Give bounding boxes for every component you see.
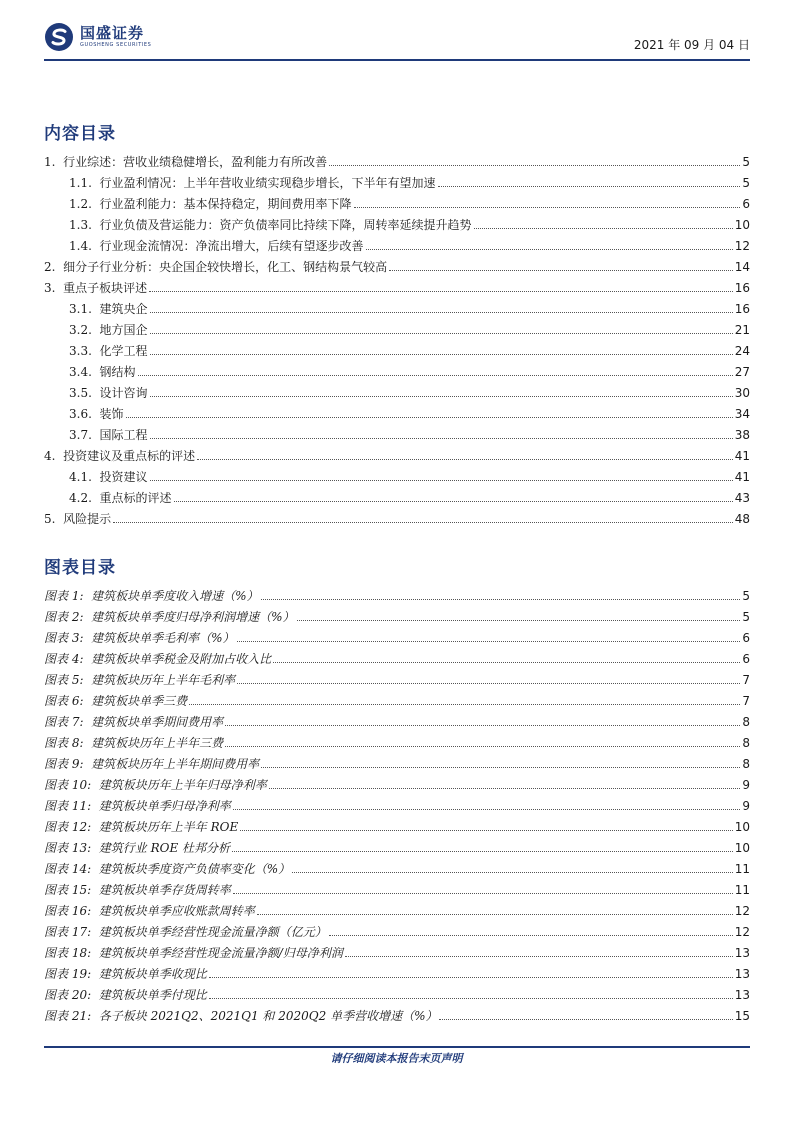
figure-entry[interactable] [44,813,750,834]
dot-leader [126,416,733,418]
logo-name-cn: 国盛证券 [80,24,145,42]
entry-page-number: 41 [734,470,750,484]
figure-entry[interactable] [44,603,750,624]
entry-page-number: 5 [742,176,750,190]
dot-leader [138,374,733,376]
footer-divider [44,1046,750,1048]
entry-page-number: 11 [734,883,750,897]
entry-page-number: 43 [734,491,750,505]
entry-page-number: 7 [742,694,750,708]
dot-leader [273,661,740,663]
dot-leader [233,892,733,894]
dot-leader [197,458,733,460]
entry-page-number: 12 [734,904,750,918]
entry-title: 各子板块 2021Q2、2021Q1 和 2020Q2 单季营收增速（%） [98,1009,438,1023]
dot-leader [269,787,741,789]
dot-leader [233,808,741,810]
entry-number: 3.3. [69,344,92,358]
entry-number: 图表 14: [44,862,92,876]
entry-page-number: 6 [742,197,750,211]
disclaimer-footer: 请仔细阅读本报告末页声明 [330,1052,463,1065]
dot-leader [150,479,733,481]
toc-entry[interactable] [44,484,750,505]
dot-leader [150,395,733,397]
figure-entry[interactable] [44,792,750,813]
entry-page-number: 16 [734,302,750,316]
figure-entry[interactable] [44,1002,750,1023]
entry-page-number: 13 [734,946,750,960]
figure-entry[interactable] [44,750,750,771]
entry-page-number: 9 [742,778,750,792]
dot-leader [150,311,733,313]
figure-entry[interactable] [44,960,750,981]
entry-page-number: 15 [734,1009,750,1023]
entry-page-number: 38 [734,428,750,442]
dot-leader [189,703,740,705]
entry-title: 建筑板块单季付现比 [98,988,207,1002]
entry-number: 图表 6: [44,694,84,708]
figure-entry[interactable] [44,708,750,729]
toc-entry[interactable] [44,421,750,442]
toc-list [44,148,750,526]
entry-title: 行业盈利能力：基本保持稳定，期间费用率下降 [99,197,352,211]
entry-title: 行业盈利情况：上半年营收业绩实现稳步增长，下半年有望加速 [99,176,436,190]
entry-number: 图表 7: [44,715,84,729]
entry-title: 设计咨询 [99,386,148,400]
figure-entry[interactable] [44,582,750,603]
entry-number: 图表 3: [44,631,84,645]
entry-page-number: 12 [734,925,750,939]
entry-number: 图表 19: [44,967,92,981]
figure-entry[interactable] [44,624,750,645]
entry-title: 建筑板块单季经营性现金流量净额/归母净利润 [98,946,343,960]
entry-number: 3.2. [69,323,92,337]
dot-leader [150,437,733,439]
dot-leader [237,682,740,684]
entry-title: 地方国企 [99,323,148,337]
entry-number: 3. [44,281,56,295]
entry-page-number: 5 [742,610,750,624]
guosheng-logo-icon [44,22,74,52]
figure-entry[interactable] [44,834,750,855]
entry-title: 装饰 [99,407,124,421]
entry-title: 细分子行业分析：央企国企较快增长，化工、钢结构景气较高 [63,260,388,274]
figure-entry[interactable] [44,939,750,960]
figure-entry[interactable] [44,687,750,708]
dot-leader [292,871,733,873]
entry-number: 图表 15: [44,883,92,897]
entry-page-number: 13 [734,988,750,1002]
entry-number: 图表 4: [44,652,84,666]
entry-number: 图表 16: [44,904,92,918]
page-header [44,22,750,60]
toc-entry[interactable] [44,358,750,379]
figure-entry[interactable] [44,981,750,1002]
dot-leader [209,976,733,978]
entry-title: 建筑板块历年上半年毛利率 [91,673,236,687]
dot-leader [297,619,741,621]
toc-heading: 内容目录 [44,124,116,144]
entry-title: 建筑板块单季经营性现金流量净额（亿元） [98,925,327,939]
entry-title: 投资建议及重点标的评述 [63,449,196,463]
entry-number: 3.5. [69,386,92,400]
entry-page-number: 8 [742,715,750,729]
entry-title: 建筑板块历年上半年期间费用率 [91,757,260,771]
dot-leader [329,934,733,936]
entry-title: 行业综述：营收业绩稳健增长，盈利能力有所改善 [63,155,328,169]
entry-number: 图表 18: [44,946,92,960]
toc-entry[interactable] [44,211,750,232]
entry-number: 图表 13: [44,841,92,855]
dot-leader [257,913,733,915]
entry-number: 图表 20: [44,988,92,1002]
entry-number: 3.7. [69,428,92,442]
entry-title: 建筑板块历年上半年 ROE [98,820,239,834]
toc-entry[interactable] [44,505,750,526]
entry-page-number: 30 [734,386,750,400]
dot-leader [474,227,733,229]
entry-page-number: 13 [734,967,750,981]
entry-number: 图表 2: [44,610,84,624]
entry-title: 建筑板块单季度收入增速（%） [91,589,259,603]
toc-entry[interactable] [44,295,750,316]
entry-number: 3.4. [69,365,92,379]
entry-number: 4. [44,449,56,463]
entry-title: 投资建议 [99,470,148,484]
entry-page-number: 5 [742,589,750,603]
entry-page-number: 6 [742,631,750,645]
entry-page-number: 7 [742,673,750,687]
entry-title: 行业负债及营运能力：资产负债率同比持续下降，周转率延续提升趋势 [99,218,472,232]
header-divider [44,59,750,61]
entry-number: 3.6. [69,407,92,421]
dot-leader [113,521,733,523]
entry-number: 1.4. [69,239,92,253]
entry-title: 建筑板块季度资产负债率变化（%） [98,862,291,876]
dot-leader [149,290,733,292]
dot-leader [389,269,733,271]
dot-leader [232,850,733,852]
dot-leader [225,745,740,747]
figure-entry[interactable] [44,918,750,939]
entry-number: 图表 17: [44,925,92,939]
toc-entry[interactable] [44,316,750,337]
entry-page-number: 41 [734,449,750,463]
entry-title: 建筑板块单季存货周转率 [98,883,231,897]
entry-page-number: 24 [734,344,750,358]
entry-title: 重点子板块评述 [63,281,148,295]
entry-title: 建筑板块单季三费 [91,694,188,708]
entry-page-number: 8 [742,757,750,771]
entry-title: 建筑板块单季期间费用率 [91,715,224,729]
report-date: 2021 年 09 月 04 日 [633,38,750,52]
entry-number: 图表 12: [44,820,92,834]
entry-page-number: 10 [734,218,750,232]
entry-page-number: 6 [742,652,750,666]
entry-page-number: 5 [742,155,750,169]
entry-page-number: 11 [734,862,750,876]
entry-title: 建筑板块单季度归母净利润增速（%） [91,610,295,624]
toc-entry[interactable] [44,148,750,169]
entry-number: 3.1. [69,302,92,316]
entry-title: 建筑央企 [99,302,148,316]
figure-entry[interactable] [44,855,750,876]
entry-number: 1.3. [69,218,92,232]
logo-name-en: GUOSHENG SECURITIES [80,42,152,48]
entry-number: 图表 9: [44,757,84,771]
figure-entry[interactable] [44,876,750,897]
figures-heading: 图表目录 [44,558,116,578]
figure-entry[interactable] [44,645,750,666]
toc-entry[interactable] [44,169,750,190]
figures-list [44,582,750,1023]
toc-entry[interactable] [44,337,750,358]
entry-number: 图表 5: [44,673,84,687]
entry-title: 建筑板块单季收现比 [98,967,207,981]
entry-title: 建筑行业 ROE 杜邦分析 [98,841,231,855]
entry-number: 4.1. [69,470,92,484]
dot-leader [240,829,732,831]
entry-page-number: 9 [742,799,750,813]
entry-page-number: 27 [734,365,750,379]
dot-leader [174,500,733,502]
dot-leader [438,185,741,187]
entry-number: 图表 8: [44,736,84,750]
dot-leader [209,997,733,999]
dot-leader [261,598,741,600]
toc-entry[interactable] [44,442,750,463]
entry-number: 1. [44,155,56,169]
entry-title: 化学工程 [99,344,148,358]
entry-number: 图表 21: [44,1009,92,1023]
figure-entry[interactable] [44,897,750,918]
entry-number: 1.2. [69,197,92,211]
entry-number: 图表 10: [44,778,92,792]
entry-number: 图表 11: [44,799,92,813]
dot-leader [354,206,741,208]
toc-entry[interactable] [44,274,750,295]
entry-title: 建筑板块单季税金及附加占收入比 [91,652,272,666]
entry-page-number: 16 [734,281,750,295]
entry-page-number: 8 [742,736,750,750]
entry-title: 风险提示 [63,512,112,526]
figure-entry[interactable] [44,666,750,687]
entry-number: 2. [44,260,56,274]
entry-title: 重点标的评述 [99,491,172,505]
entry-title: 行业现金流情况：净流出增大，后续有望逐步改善 [99,239,364,253]
entry-title: 建筑板块单季毛利率（%） [91,631,235,645]
figure-entry[interactable] [44,729,750,750]
entry-page-number: 48 [734,512,750,526]
entry-title: 钢结构 [99,365,136,379]
dot-leader [345,955,733,957]
entry-page-number: 14 [734,260,750,274]
entry-number: 1.1. [69,176,92,190]
figure-entry[interactable] [44,771,750,792]
dot-leader [261,766,740,768]
entry-title: 建筑板块历年上半年归母净利率 [98,778,267,792]
toc-entry[interactable] [44,232,750,253]
company-logo [44,22,151,52]
dot-leader [150,332,733,334]
toc-entry[interactable] [44,400,750,421]
dot-leader [225,724,740,726]
dot-leader [439,1018,732,1020]
toc-entry[interactable] [44,190,750,211]
entry-title: 建筑板块单季归母净利率 [98,799,231,813]
entry-page-number: 21 [734,323,750,337]
entry-title: 建筑板块历年上半年三费 [91,736,224,750]
dot-leader [366,248,733,250]
entry-page-number: 34 [734,407,750,421]
entry-title: 国际工程 [99,428,148,442]
entry-page-number: 10 [734,820,750,834]
toc-entry[interactable] [44,253,750,274]
entry-number: 5. [44,512,56,526]
entry-title: 建筑板块单季应收账款周转率 [98,904,255,918]
entry-page-number: 10 [734,841,750,855]
toc-entry[interactable] [44,463,750,484]
toc-entry[interactable] [44,379,750,400]
dot-leader [150,353,733,355]
entry-number: 4.2. [69,491,92,505]
dot-leader [237,640,741,642]
dot-leader [329,164,740,166]
entry-page-number: 12 [734,239,750,253]
entry-number: 图表 1: [44,589,84,603]
